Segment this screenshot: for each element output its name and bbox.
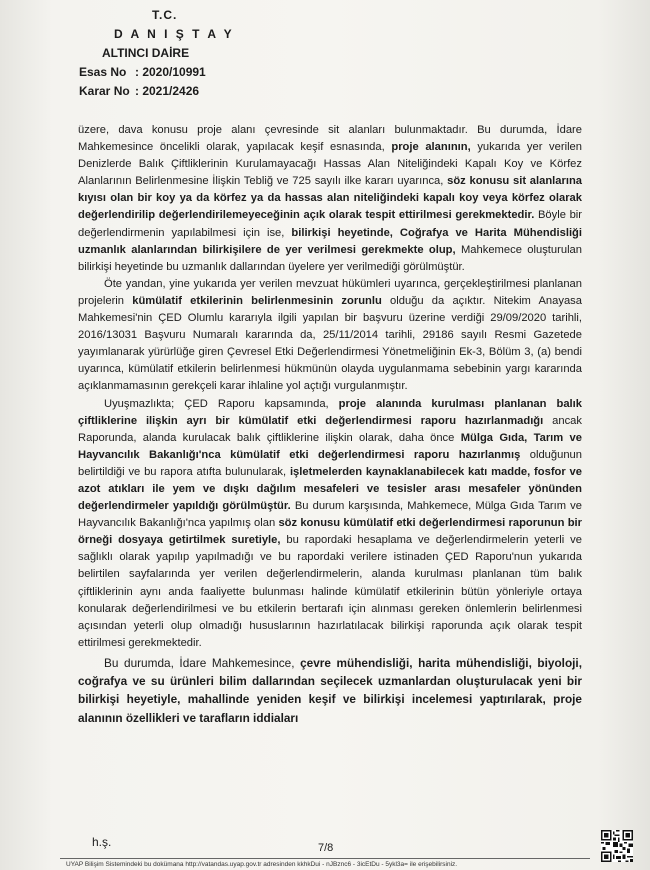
header-esas-no xyxy=(79,63,206,82)
paragraph-text: olduğu da açıktır. Nitekim Anayasa Mahkemesi'nin ÇED Olumlu kararıyla ilgili yapılan bir başvuru üzerine verdiği 29/09/2020 tarihli, 2016/13031 Başvuru Numaralı kararında da, 25/11/2014 tarihli, 29186 sayılı Resmi Gazetede yayımlanarak yürürlüğe giren Çevresel Etki Değerlendirmesi Yönetmeliğinin Ek-3, Bölüm 3, (a) bendi uyarınca, kümülatif etkilerin belirlenmesi hükmünün olayda uygulanmama sebebinin yargı kararında açıklanmamasının gerekçeli karar ihlaline yol açtığı vurgulanmıştır. xyxy=(78,294,582,393)
paragraph-text: Bu durumda, İdare Mahkemesince, xyxy=(104,655,301,670)
bold-text: çevre mühendisliği, harita mühendisliği, biyoloji, coğrafya ve su ürünleri bilim dallarından seçilecek uzmanlardan oluşturulacak yeni bir bilirkişi heyetiyle, mahallinde yeniden keşif ve bilirkişi incelemesi yaptırılarak, proje alanının özellikleri ve tarafların iddiaları xyxy=(78,655,582,725)
esas-label: Esas No xyxy=(79,65,127,79)
header-court-name: D A N I Ş T A Y xyxy=(114,27,235,41)
header-tc: T.C. xyxy=(152,8,178,22)
esas-value: : 2020/10991 xyxy=(135,65,206,79)
bold-text: işletmelerden kaynaklanabilecek katı madde, fosfor ve azot atıkları ile yem ve dışkı dağılım mesafeleri ve tesisler arası mesafeler yönünden değerlendirmeler yapıldığı görülmüştür. xyxy=(78,465,582,513)
qr-code-icon xyxy=(601,830,633,862)
header-chamber: ALTINCI DAİRE xyxy=(102,46,190,60)
paragraph-text: Uyuşmazlıkta; ÇED Raporu kapsamında, xyxy=(104,397,339,410)
karar-value: : 2021/2426 xyxy=(135,84,200,98)
bold-text: söz konusu kümülatif etki değerlendirmesi raporunun bir örneği dosyaya getirtilmek suretiyle, xyxy=(78,517,582,547)
bold-text: kümülatif etkilerinin belirlenmesinin zorunlu xyxy=(132,294,382,307)
paragraph-text: Mahkemece oluşturulan bilirkişi heyetinde bu uzmanlık dallarından üyelere yer verilmediği görülmüştür. xyxy=(78,243,583,273)
bold-text: Mülga Gıda, Tarım ve Hayvancılık Bakanlığı'nca kümülatif etki değerlendirmesi raporu hazırlanmış xyxy=(78,431,582,461)
paragraph-p3 xyxy=(78,396,582,652)
paragraph-text: olduğunun belirtildiği ve bu rapora atıfta bulunularak, xyxy=(78,448,582,478)
paragraph-p4 xyxy=(78,654,582,727)
bold-text: söz konusu sit alanlarına kıyısı olan bir koy ya da körfez ya da hassas alan niteliğindeki kapalı koy veya körfez olarak değerlendirilip değerlendirilemeyeceğinin açık olarak tespit ettirilmesi gerekmektedir. xyxy=(78,175,583,222)
bold-text: proje alanının, xyxy=(391,141,471,154)
header-karar-no xyxy=(79,82,199,101)
paragraph-text: Öte yandan, yine yukarıda yer verilen mevzuat hükümleri uyarınca, gerçekleştirilmesi planlanan projelerin xyxy=(78,277,582,307)
footer-initials: h.ş. xyxy=(92,835,112,849)
footer-uyap-note: UYAP Bilişim Sistemindeki bu dokümana http://vatandas.uyap.gov.tr adresinden kkhkDui - nJBznc6 - 3icEtDu - 5ykl3a= ile erişebilirsiniz. xyxy=(66,861,458,868)
paragraph-text: üzere, dava konusu proje alanı çevresinde sit alanları bulunmaktadır. Bu durumda, İdare Mahkemesince öncelikli olarak, yapılacak keşif esnasında, xyxy=(78,124,582,154)
paragraph-text: bu rapordaki hesaplama ve değerlendirmelerin yeterli ve sağlıklı olarak yapılıp yapılmadığı ve bu rapordaki verilere istinaden ÇED Raporu'nun yukarıda belirtilen sayfalarında yer verilen değerlendirmelerin, alanda kurulması planlanan tüm balık çiftliklerinin aynı anda faaliyette bulunması halinde kümülatif etkilerinin bütün yönleriyle ortaya konularak değerlendirilmesi ve bu etkilerin bertarafı için alınması gereken önlemlerin belirlenmesi açısından yeterli olup olmadığı hususlarının hazırlatılacak bilirkişi raporunda açık olarak tespit ettirilmesi gerekmektedir. xyxy=(78,534,582,649)
paragraph-text: Böyle bir değerlendirmenin yapılabilmesi için ise, xyxy=(78,209,582,239)
paragraph-text: Bu durum karşısında, Mahkemece, Mülga Gıda Tarım ve Hayvancılık Bakanlığı'nca yapılmış olan xyxy=(78,500,582,530)
paragraph-p1 xyxy=(78,122,582,276)
paragraph-text: yukarıda yer verilen Denizlerde Balık Çiftliklerinin Kurulamayacağı Hassas Alan Niteliğindeki Kapalı Koy ve Körfez Alanlarının Belirlenmesine İlişkin Tebliğ ve 725 sayılı ilke kararı uyarınca, xyxy=(78,141,582,188)
page-number: 7/8 xyxy=(318,842,334,854)
paragraph-p2 xyxy=(78,276,582,396)
karar-label: Karar No xyxy=(79,84,130,98)
bold-text: bilirkişi heyetinde, Coğrafya ve Harita Mühendisliği uzmanlık alanlarından bilirkişilere de yer verilmesi gerekmekte olup, xyxy=(78,226,582,256)
paragraph-text: ancak Raporunda, alanda kurulacak balık çiftliklerine ilişkin olarak, daha önce xyxy=(78,414,582,444)
document-body xyxy=(78,122,582,727)
bold-text: proje alanında kurulması planlanan balık çiftliklerine ilişkin ayrı bir kümülatif etki değerlendirmesi raporu hazırlanmadığı xyxy=(78,397,582,427)
footer-divider xyxy=(60,858,590,859)
